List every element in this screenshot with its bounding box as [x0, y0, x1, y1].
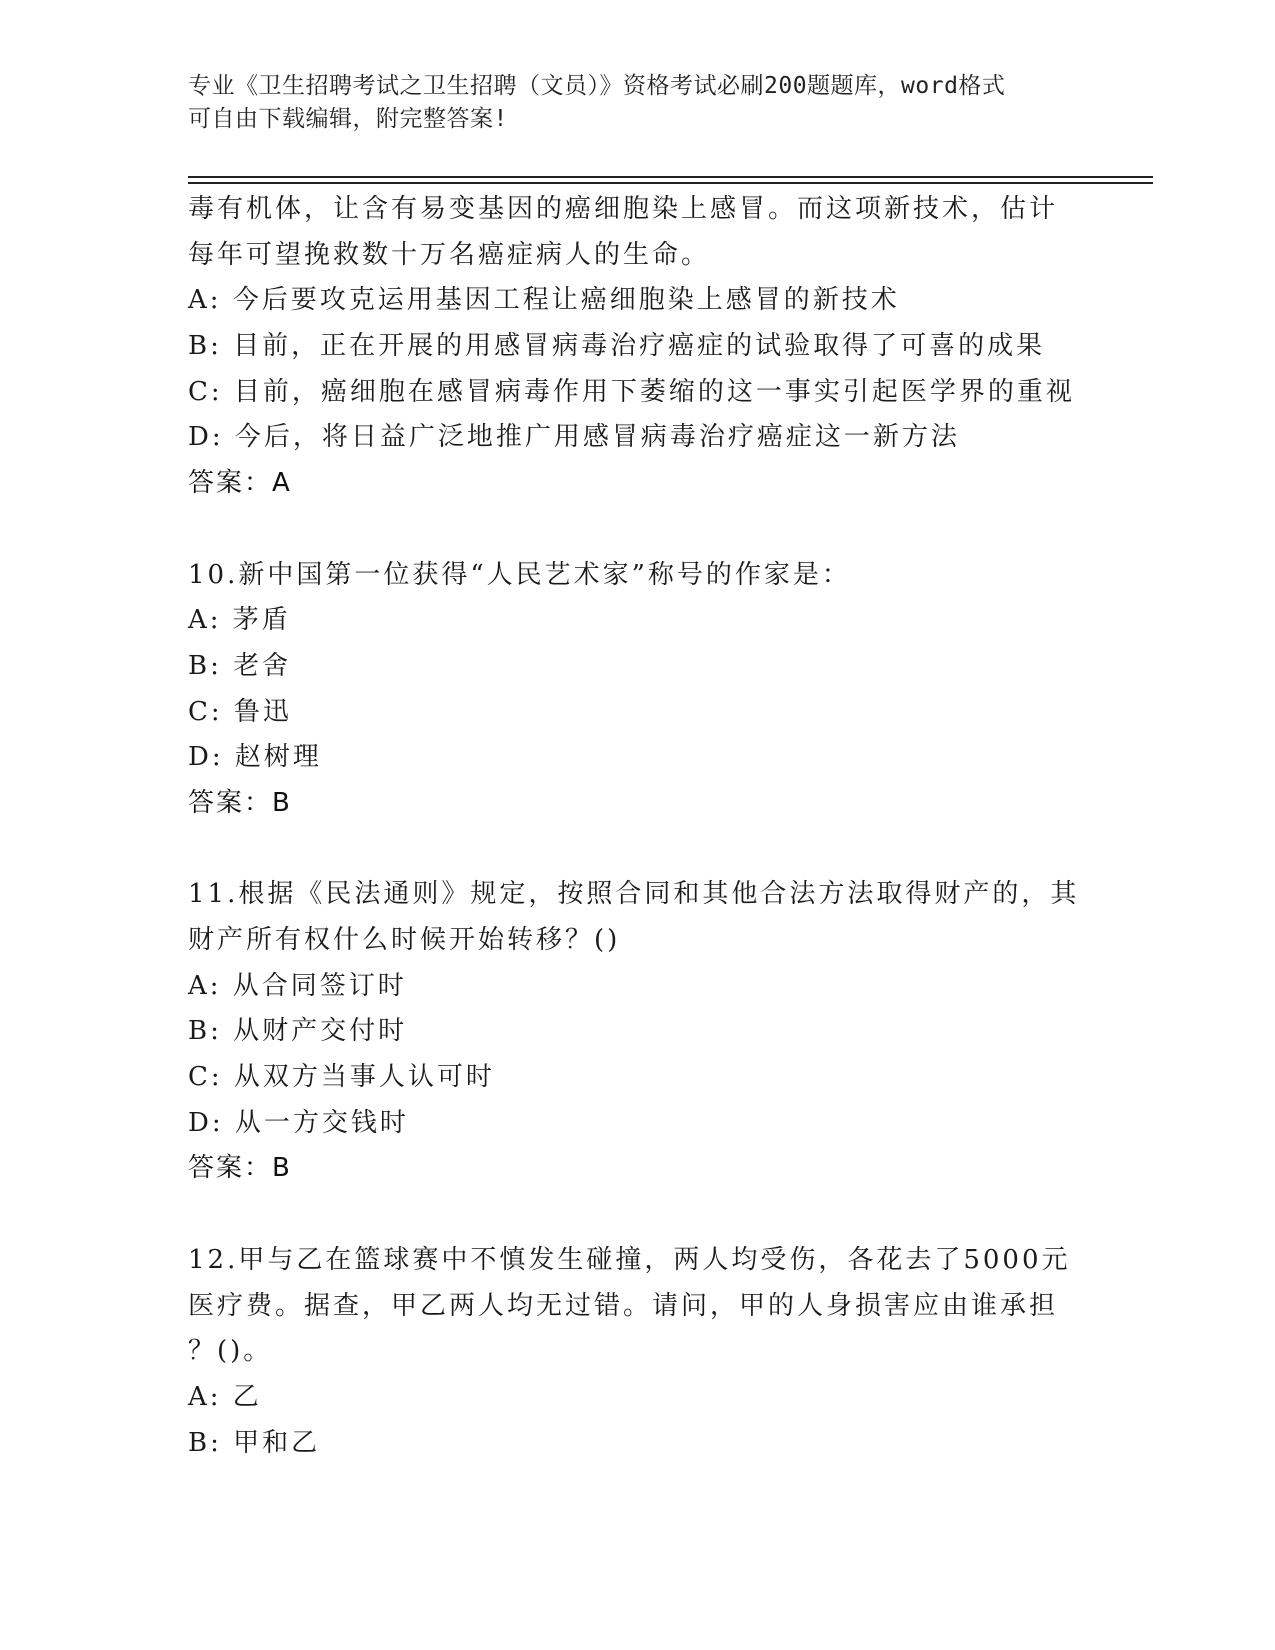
option-d: D: 赵树理 [188, 742, 322, 773]
question-stem-line: 医疗费。据查，甲乙两人均无过错。请问，甲的人身损害应由谁承担 [188, 1290, 1059, 1321]
question-10 [188, 553, 1088, 827]
answer: 答案：A [188, 468, 292, 499]
question-11 [188, 872, 1088, 1192]
question-stem-line: 每年可望挽救数十万名癌症病人的生命。 [188, 239, 711, 270]
question-list [188, 187, 1088, 1466]
question-12 [188, 1238, 1088, 1466]
option-b: B: 目前，正在开展的用感冒病毒治疗癌症的试验取得了可喜的成果 [188, 331, 1046, 362]
question-stem-line: 财产所有权什么时候开始转移？() [188, 925, 621, 955]
option-d: D: 今后，将日益广泛地推广用感冒病毒治疗癌症这一新方法 [188, 422, 960, 453]
header-line-1: 专业《卫生招聘考试之卫生招聘（文员）》资格考试必刷200题题库，word格式 [188, 73, 1006, 99]
spacer [188, 827, 1088, 873]
option-b: B: 老舍 [188, 650, 292, 681]
header-divider-bottom [188, 182, 1153, 184]
option-c: C: 目前，癌细胞在感冒病毒作用下萎缩的这一事实引起医学界的重视 [188, 376, 1075, 407]
question-stem-line: 毒有机体，让含有易变基因的癌细胞染上感冒。而这项新技术，估计 [188, 194, 1059, 224]
answer: 答案：B [188, 787, 292, 818]
answer: 答案：B [188, 1153, 292, 1184]
option-b: B: 从财产交付时 [188, 1016, 408, 1047]
question-stem-line: 10.新中国第一位获得“人民艺术家”称号的作家是： [188, 559, 851, 590]
option-a: A: 茅盾 [188, 605, 291, 636]
option-d: D: 从一方交钱时 [188, 1107, 409, 1138]
question-stem-line: 12.甲与乙在篮球赛中不慎发生碰撞，两人均受伤，各花去了5000元 [188, 1244, 1071, 1275]
option-a: A: 今后要攻克运用基因工程让癌细胞染上感冒的新技术 [188, 285, 900, 316]
option-c: C: 从双方当事人认可时 [188, 1062, 495, 1093]
option-b: B: 甲和乙 [188, 1427, 321, 1458]
option-a: A: 乙 [188, 1381, 262, 1412]
header-divider-top [188, 176, 1153, 178]
header-line-2: 可自由下载编辑，附完整答案! [188, 106, 508, 132]
document-header [188, 70, 1088, 136]
spacer [188, 507, 1088, 553]
option-c: C: 鲁迅 [188, 696, 292, 727]
question-9 [188, 187, 1088, 507]
option-a: A: 从合同签订时 [188, 970, 407, 1001]
spacer [188, 1192, 1088, 1238]
question-stem-line: 11.根据《民法通则》规定，按照合同和其他合法方法取得财产的，其 [188, 879, 1080, 910]
question-stem-line: ？()。 [188, 1336, 273, 1367]
